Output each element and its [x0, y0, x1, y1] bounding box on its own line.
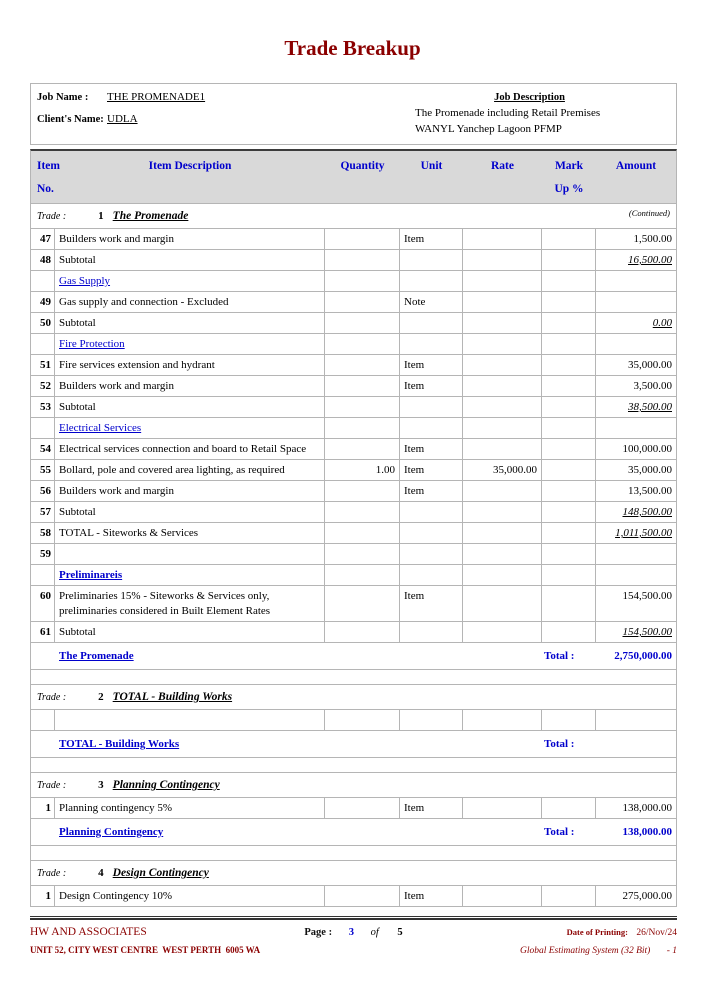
rate-cell: [463, 439, 542, 459]
section-row: [31, 271, 676, 292]
rate-cell: [463, 523, 542, 543]
unit-cell: Item: [400, 355, 463, 375]
quantity-cell: [325, 334, 400, 354]
item-row: [31, 710, 676, 731]
amount-cell: [596, 710, 676, 730]
amount-cell: 1,011,500.00: [615, 527, 672, 539]
job-description-label: Job Description: [494, 92, 565, 103]
trade-row: [31, 773, 676, 798]
markup-cell: [542, 710, 596, 730]
amount-cell: 100,000.00: [622, 443, 672, 455]
item-no-cell: 1: [31, 798, 55, 818]
quantity-cell: [325, 271, 400, 291]
amount-cell: 35,000.00: [628, 359, 672, 371]
unit-cell: [400, 250, 463, 270]
unit-cell: Item: [400, 798, 463, 818]
quantity-cell: [325, 622, 400, 642]
amount-cell: 0.00: [652, 317, 672, 329]
table-header: [31, 151, 676, 204]
section-link: Preliminareis: [59, 569, 123, 581]
column-header: Unit: [420, 160, 443, 172]
quantity-cell: [325, 523, 400, 543]
unit-cell: [400, 397, 463, 417]
amount-cell: 35,000.00: [628, 464, 672, 476]
quantity-cell: [325, 397, 400, 417]
description-cell: Builders work and margin: [55, 229, 325, 249]
rate-cell: [463, 710, 542, 730]
trade-breakup-table: [30, 149, 677, 907]
quantity-cell: [325, 418, 400, 438]
quantity-cell: [325, 376, 400, 396]
rate-cell: [463, 586, 542, 621]
quantity-cell: [325, 355, 400, 375]
system-name: [354, 946, 678, 956]
markup-cell: [542, 250, 596, 270]
column-header-sub: [55, 182, 325, 196]
job-name-value: THE PROMENADE1: [107, 91, 206, 103]
column-header: Item: [37, 160, 60, 172]
item-no-cell: 55: [31, 460, 55, 480]
description-cell: [55, 334, 325, 354]
page-number: 3: [348, 927, 354, 938]
total-amount: 138,000.00: [622, 826, 672, 838]
unit-cell: Item: [400, 886, 463, 906]
column-header-sub: No.: [37, 183, 54, 195]
unit-cell: [400, 271, 463, 291]
item-no-cell: 50: [31, 313, 55, 333]
description-cell: Builders work and margin: [55, 376, 325, 396]
item-row: [31, 376, 676, 397]
trade-number: 3: [98, 779, 104, 791]
job-name-label: Job Name :: [37, 92, 89, 103]
total-label: Total :: [544, 650, 575, 662]
trade-label: Trade :: [37, 692, 67, 703]
rate-cell: [463, 355, 542, 375]
item-row: [31, 229, 676, 250]
item-no-cell: 56: [31, 481, 55, 501]
amount-cell: 154,500.00: [622, 626, 672, 638]
continued-note: (Continued): [628, 208, 670, 218]
item-row: [31, 798, 676, 819]
column-header: Item Description: [148, 160, 232, 172]
quantity-cell: [325, 886, 400, 906]
markup-cell: [542, 334, 596, 354]
item-no-cell: [31, 334, 55, 354]
total-label: Total :: [544, 826, 575, 838]
item-no-cell: 49: [31, 292, 55, 312]
quantity-cell: [325, 439, 400, 459]
item-no-cell: [31, 271, 55, 291]
total-amount: [596, 737, 676, 752]
unit-cell: [400, 622, 463, 642]
markup-cell: [542, 565, 596, 585]
page-count: 5: [397, 927, 403, 938]
rate-cell: [463, 502, 542, 522]
trade-number: 4: [98, 867, 104, 879]
rate-cell: [463, 271, 542, 291]
rate-cell: 35,000.00: [463, 460, 542, 480]
column-header-sub: Up %: [554, 183, 584, 195]
trade-table-body: [31, 204, 676, 907]
section-link: Gas Supply: [59, 275, 111, 287]
page-label: Page :: [304, 927, 333, 938]
description-cell: [55, 565, 325, 585]
item-no-cell: 60: [31, 586, 55, 621]
total-amount: 2,750,000.00: [614, 650, 672, 662]
item-no-cell: 57: [31, 502, 55, 522]
unit-cell: Item: [400, 481, 463, 501]
rate-cell: [463, 292, 542, 312]
item-no-cell: 61: [31, 622, 55, 642]
unit-cell: [400, 418, 463, 438]
rate-cell: [463, 250, 542, 270]
trade-label: Trade :: [37, 211, 67, 222]
unit-cell: [400, 334, 463, 354]
description-cell: Builders work and margin: [55, 481, 325, 501]
item-no-cell: [31, 565, 55, 585]
system-name-text: Global Estimating System (32 Bit): [519, 946, 651, 956]
description-cell: Subtotal: [55, 622, 325, 642]
client-name-value: UDLA: [107, 113, 138, 125]
markup-cell: [542, 292, 596, 312]
section-link: Electrical Services: [59, 422, 142, 434]
section-link: Fire Protection: [59, 338, 125, 350]
markup-cell: [542, 886, 596, 906]
amount-cell: [596, 565, 676, 585]
markup-cell: [542, 460, 596, 480]
trade-number: 1: [98, 210, 104, 222]
footer-divider: [30, 916, 677, 920]
item-row: [31, 397, 676, 418]
description-cell: Preliminaries 15% - Siteworks & Services only, preliminaries considered in Built Element Rates: [55, 586, 325, 621]
description-cell: [55, 271, 325, 291]
amount-cell: [596, 334, 676, 354]
company-address: UNIT 52, CITY WEST CENTRE WEST PERTH 6005 WA: [30, 945, 261, 955]
markup-cell: [542, 481, 596, 501]
item-no-cell: 53: [31, 397, 55, 417]
trade-name: TOTAL - Building Works: [112, 691, 233, 703]
markup-cell: [542, 439, 596, 459]
markup-cell: [542, 798, 596, 818]
trade-total-name: The Promenade: [59, 650, 134, 662]
trade-row: [31, 204, 676, 229]
description-cell: Planning contingency 5%: [55, 798, 325, 818]
amount-cell: 148,500.00: [622, 506, 672, 518]
system-suffix: - 1: [666, 946, 677, 956]
markup-cell: [542, 397, 596, 417]
amount-cell: [596, 544, 676, 564]
item-row: [31, 250, 676, 271]
total-row: [31, 819, 676, 846]
rate-cell: [463, 886, 542, 906]
quantity-cell: [325, 229, 400, 249]
unit-cell: Item: [400, 376, 463, 396]
item-row: [31, 523, 676, 544]
company-name: HW AND ASSOCIATES: [30, 926, 147, 938]
markup-cell: [542, 544, 596, 564]
markup-cell: [542, 376, 596, 396]
quantity-cell: [325, 586, 400, 621]
markup-cell: [542, 523, 596, 543]
quantity-cell: [325, 481, 400, 501]
trade-row: [31, 685, 676, 710]
item-row: [31, 622, 676, 643]
item-row: [31, 502, 676, 523]
amount-cell: [596, 418, 676, 438]
section-row: [31, 334, 676, 355]
amount-cell: 275,000.00: [622, 890, 672, 902]
description-cell: [55, 544, 325, 564]
item-row: [31, 481, 676, 502]
description-cell: Electrical services connection and board to Retail Space: [55, 439, 325, 459]
description-cell: Subtotal: [55, 250, 325, 270]
unit-cell: [400, 523, 463, 543]
column-header-sub: [325, 182, 400, 196]
amount-cell: [596, 292, 676, 312]
markup-cell: [542, 502, 596, 522]
column-header: Rate: [491, 160, 514, 172]
date-of-printing: [403, 927, 677, 938]
trade-name: The Promenade: [112, 210, 189, 222]
column-header: Mark: [554, 160, 584, 172]
trade-total-name: Planning Contingency: [59, 826, 164, 838]
item-no-cell: 51: [31, 355, 55, 375]
description-cell: Fire services extension and hydrant: [55, 355, 325, 375]
page-footer: [30, 916, 677, 956]
item-no-cell: [31, 418, 55, 438]
amount-cell: 38,500.00: [628, 401, 672, 413]
quantity-cell: [325, 292, 400, 312]
gap-row: [31, 758, 676, 773]
rate-cell: [463, 418, 542, 438]
rate-cell: [463, 397, 542, 417]
item-no-cell: [31, 710, 55, 730]
trade-label: Trade :: [37, 780, 67, 791]
rate-cell: [463, 334, 542, 354]
amount-cell: 154,500.00: [622, 590, 672, 602]
unit-cell: Item: [400, 460, 463, 480]
rate-cell: [463, 622, 542, 642]
item-row: [31, 544, 676, 565]
column-header: Quantity: [340, 160, 385, 172]
trade-label: Trade :: [37, 868, 67, 879]
quantity-cell: [325, 313, 400, 333]
rate-cell: [463, 481, 542, 501]
table-header-row-2: [31, 182, 676, 196]
rate-cell: [463, 565, 542, 585]
description-cell: [55, 710, 325, 730]
trade-total-name: TOTAL - Building Works: [59, 738, 180, 750]
unit-cell: Item: [400, 439, 463, 459]
item-no-cell: 1: [31, 886, 55, 906]
unit-cell: [400, 544, 463, 564]
markup-cell: [542, 355, 596, 375]
quantity-cell: [325, 565, 400, 585]
quantity-cell: [325, 502, 400, 522]
job-info-left: [31, 90, 383, 137]
item-no-cell: 52: [31, 376, 55, 396]
printing-label: Date of Printing:: [566, 927, 628, 937]
markup-cell: [542, 418, 596, 438]
quantity-cell: [325, 250, 400, 270]
description-cell: TOTAL - Siteworks & Services: [55, 523, 325, 543]
description-cell: Subtotal: [55, 313, 325, 333]
column-header-sub: [463, 182, 542, 196]
quantity-cell: [325, 544, 400, 564]
amount-cell: 138,000.00: [622, 802, 672, 814]
trade-row: [31, 861, 676, 886]
rate-cell: [463, 544, 542, 564]
column-header-sub: [596, 182, 676, 196]
client-name-label: Client's Name:: [37, 114, 104, 125]
unit-cell: Note: [400, 292, 463, 312]
job-description-line: WANYL Yanchep Lagoon PFMP: [415, 123, 562, 135]
amount-cell: [596, 271, 676, 291]
column-header: Amount: [615, 160, 657, 172]
job-description-block: [383, 90, 676, 137]
page-title: Trade Breakup: [284, 36, 421, 60]
page-of-label: of: [370, 927, 379, 938]
rate-cell: [463, 376, 542, 396]
unit-cell: [400, 565, 463, 585]
quantity-cell: [325, 710, 400, 730]
section-row: [31, 565, 676, 586]
description-cell: Design Contingency 10%: [55, 886, 325, 906]
unit-cell: [400, 710, 463, 730]
unit-cell: [400, 313, 463, 333]
item-no-cell: 47: [31, 229, 55, 249]
markup-cell: [542, 229, 596, 249]
item-row: [31, 586, 676, 622]
unit-cell: [400, 502, 463, 522]
item-no-cell: 59: [31, 544, 55, 564]
description-cell: Subtotal: [55, 502, 325, 522]
description-cell: Bollard, pole and covered area lighting, as required: [55, 460, 325, 480]
item-row: [31, 886, 676, 907]
description-cell: Gas supply and connection - Excluded: [55, 292, 325, 312]
job-description-line: The Promenade including Retail Premises: [415, 107, 601, 119]
trade-name: Design Contingency: [112, 867, 209, 879]
unit-cell: Item: [400, 586, 463, 621]
section-row: [31, 418, 676, 439]
markup-cell: [542, 271, 596, 291]
item-no-cell: 48: [31, 250, 55, 270]
markup-cell: [542, 586, 596, 621]
quantity-cell: [325, 798, 400, 818]
gap-row: [31, 670, 676, 685]
total-row: [31, 731, 676, 758]
rate-cell: [463, 798, 542, 818]
item-row: [31, 292, 676, 313]
quantity-cell: 1.00: [325, 460, 400, 480]
description-cell: Subtotal: [55, 397, 325, 417]
gap-row: [31, 846, 676, 861]
amount-cell: 13,500.00: [628, 485, 672, 497]
column-header-sub: [400, 182, 463, 196]
trade-number: 2: [98, 691, 104, 703]
unit-cell: Item: [400, 229, 463, 249]
item-row: [31, 460, 676, 481]
markup-cell: [542, 313, 596, 333]
item-no-cell: 58: [31, 523, 55, 543]
item-row: [31, 439, 676, 460]
rate-cell: [463, 229, 542, 249]
page-indicator: [304, 927, 402, 938]
item-row: [31, 355, 676, 376]
trade-name: Planning Contingency: [112, 779, 220, 791]
item-row: [31, 313, 676, 334]
description-cell: [55, 418, 325, 438]
item-no-cell: 54: [31, 439, 55, 459]
rate-cell: [463, 313, 542, 333]
total-label: Total :: [544, 738, 575, 750]
markup-cell: [542, 622, 596, 642]
table-header-row-1: [31, 159, 676, 173]
amount-cell: 3,500.00: [633, 380, 672, 392]
printing-date: 26/Nov/24: [636, 928, 677, 938]
amount-cell: 1,500.00: [633, 233, 672, 245]
job-info-box: [30, 83, 677, 145]
amount-cell: 16,500.00: [628, 254, 672, 266]
total-row: [31, 643, 676, 670]
